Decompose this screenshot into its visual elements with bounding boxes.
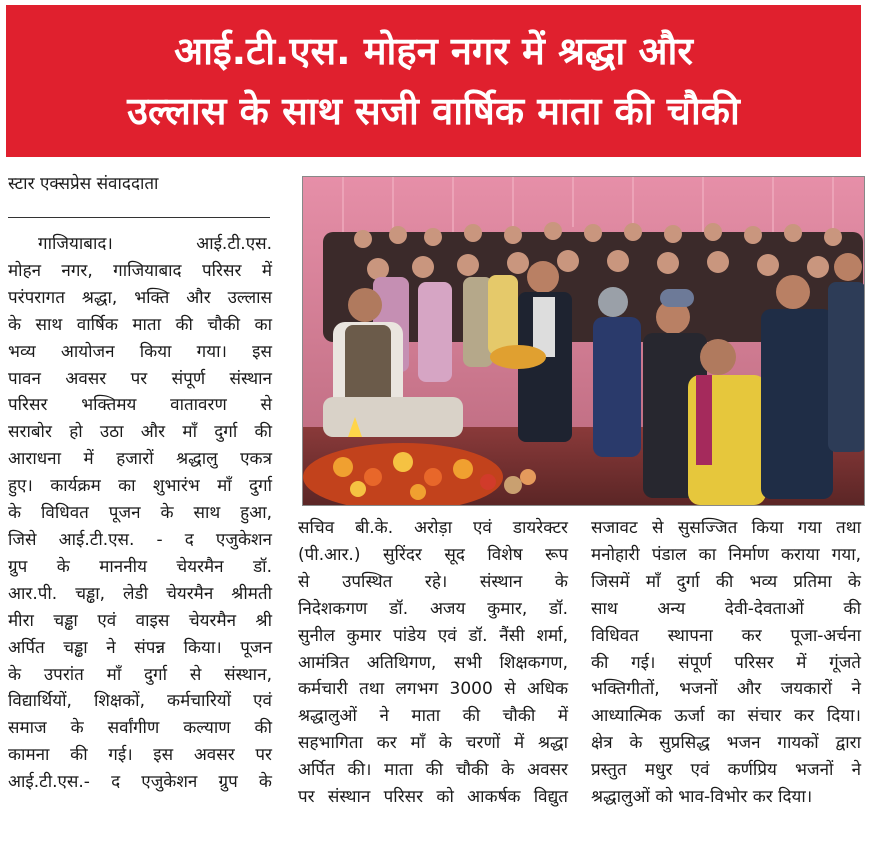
article-line: सराबोर हो उठा और माँ दुर्गा की (8, 422, 272, 443)
article-line: अर्पित चड्ढा ने संपन्न किया। पूजन (8, 637, 272, 658)
article-line: भव्य आयोजन किया गया। इस (8, 341, 272, 362)
article-line: मोहन नगर, गाजियाबाद परिसर में (8, 260, 272, 281)
article-line: साथ अन्य देवी-देवताओं की (591, 598, 861, 619)
article-line: आराधना में हजारों श्रद्धालु एकत्र (8, 449, 272, 470)
article-line: परंपरागत श्रद्धा, भक्ति और उल्लास (8, 287, 272, 308)
article-line: मीरा चड्ढा एवं वाइस चेयरमैन श्री (8, 610, 272, 631)
event-photo (302, 176, 865, 506)
article-line: हुए। कार्यक्रम का शुभारंभ माँ दुर्गा (8, 476, 272, 497)
article-line: गाजियाबाद। आई.टी.एस. (38, 234, 272, 254)
article-line: मनोहारी पंडाल का निर्माण कराया गया, (591, 544, 861, 565)
article-line: के विधिवत पूजन के साथ हुआ, (8, 503, 272, 524)
article-line: आई.टी.एस.- द एजुकेशन ग्रुप के (8, 772, 272, 793)
article-line: क्षेत्र के सुप्रसिद्ध भजन गायकों द्वारा (591, 733, 861, 754)
article-line: प्रस्तुत मधुर एवं कर्णप्रिय भजनों ने (591, 760, 861, 781)
article-line: सचिव बी.के. अरोड़ा एवं डायरेक्टर (298, 518, 568, 538)
article-line: कर्मचारी तथा लगभग 3000 से अधिक (298, 679, 568, 700)
article-line: विद्यार्थियों, शिक्षकों, कर्मचारियों एवं (8, 691, 272, 712)
article-column-3 (591, 515, 861, 811)
byline-divider (8, 217, 270, 218)
article-line: विधिवत स्थापना कर पूजा-अर्चना (591, 625, 861, 646)
article-line: अर्पित की। माता की चौकी के अवसर (298, 760, 568, 781)
article-line: पावन अवसर पर संपूर्ण संस्थान (8, 368, 272, 389)
article-line: के उपरांत माँ दुर्गा से संस्थान, (8, 664, 272, 685)
article-line: जिसमें माँ दुर्गा की भव्य प्रतिमा के (591, 571, 861, 592)
article-line: श्रद्धालुओं को भाव-विभोर कर दिया। (591, 787, 813, 808)
article-line: कामना की गई। इस अवसर पर (8, 745, 272, 766)
article-line: भक्तिगीतों, भजनों और जयकारों ने (591, 679, 861, 700)
headline-banner (6, 5, 861, 157)
article-line: समाज के सर्वांगीण कल्याण की (8, 718, 272, 739)
article-line: सजावट से सुसज्जित किया गया तथा (591, 518, 861, 538)
article-line: से उपस्थित रहे। संस्थान के (298, 571, 568, 592)
headline-line-2: उल्लास के साथ सजी वार्षिक माता की चौकी (127, 89, 740, 133)
headline-line-1: आई.टी.एस. मोहन नगर में श्रद्धा और (174, 29, 693, 73)
article-line: निदेशकगण डॉ. अजय कुमार, डॉ. (298, 598, 568, 619)
article-line: की गई। संपूर्ण परिसर में गूंजते (591, 652, 861, 673)
article-line: आध्यात्मिक ऊर्जा का संचार कर दिया। (591, 706, 861, 727)
article-column-2 (298, 515, 568, 811)
article-line: श्रद्धालुओं ने माता की चौकी में (298, 706, 568, 727)
article-line: के साथ वार्षिक माता की चौकी का (8, 314, 272, 335)
article-line: परिसर भक्तिमय वातावरण से (8, 395, 272, 416)
article-column-1 (8, 231, 272, 796)
article-line: सुनील कुमार पांडेय एवं डॉ. नैंसी शर्मा, (298, 625, 568, 646)
article-line: सहभागिता कर माँ के चरणों में श्रद्धा (298, 733, 568, 754)
article-line: ग्रुप के माननीय चेयरमैन डॉ. (8, 556, 272, 577)
article-line: जिसे आई.टी.एस. - द एजुकेशन (8, 529, 272, 550)
article-line: आर.पी. चड्ढा, लेडी चेयरमैन श्रीमती (8, 583, 272, 604)
article-line: पर संस्थान परिसर को आकर्षक विद्युत (298, 787, 568, 808)
article-line: (पी.आर.) सुरिंदर सूद विशेष रूप (298, 544, 568, 565)
article-line: आमंत्रित अतिथिगण, सभी शिक्षकगण, (298, 652, 568, 673)
byline: स्टार एक्सप्रेस संवाददाता (8, 174, 159, 194)
